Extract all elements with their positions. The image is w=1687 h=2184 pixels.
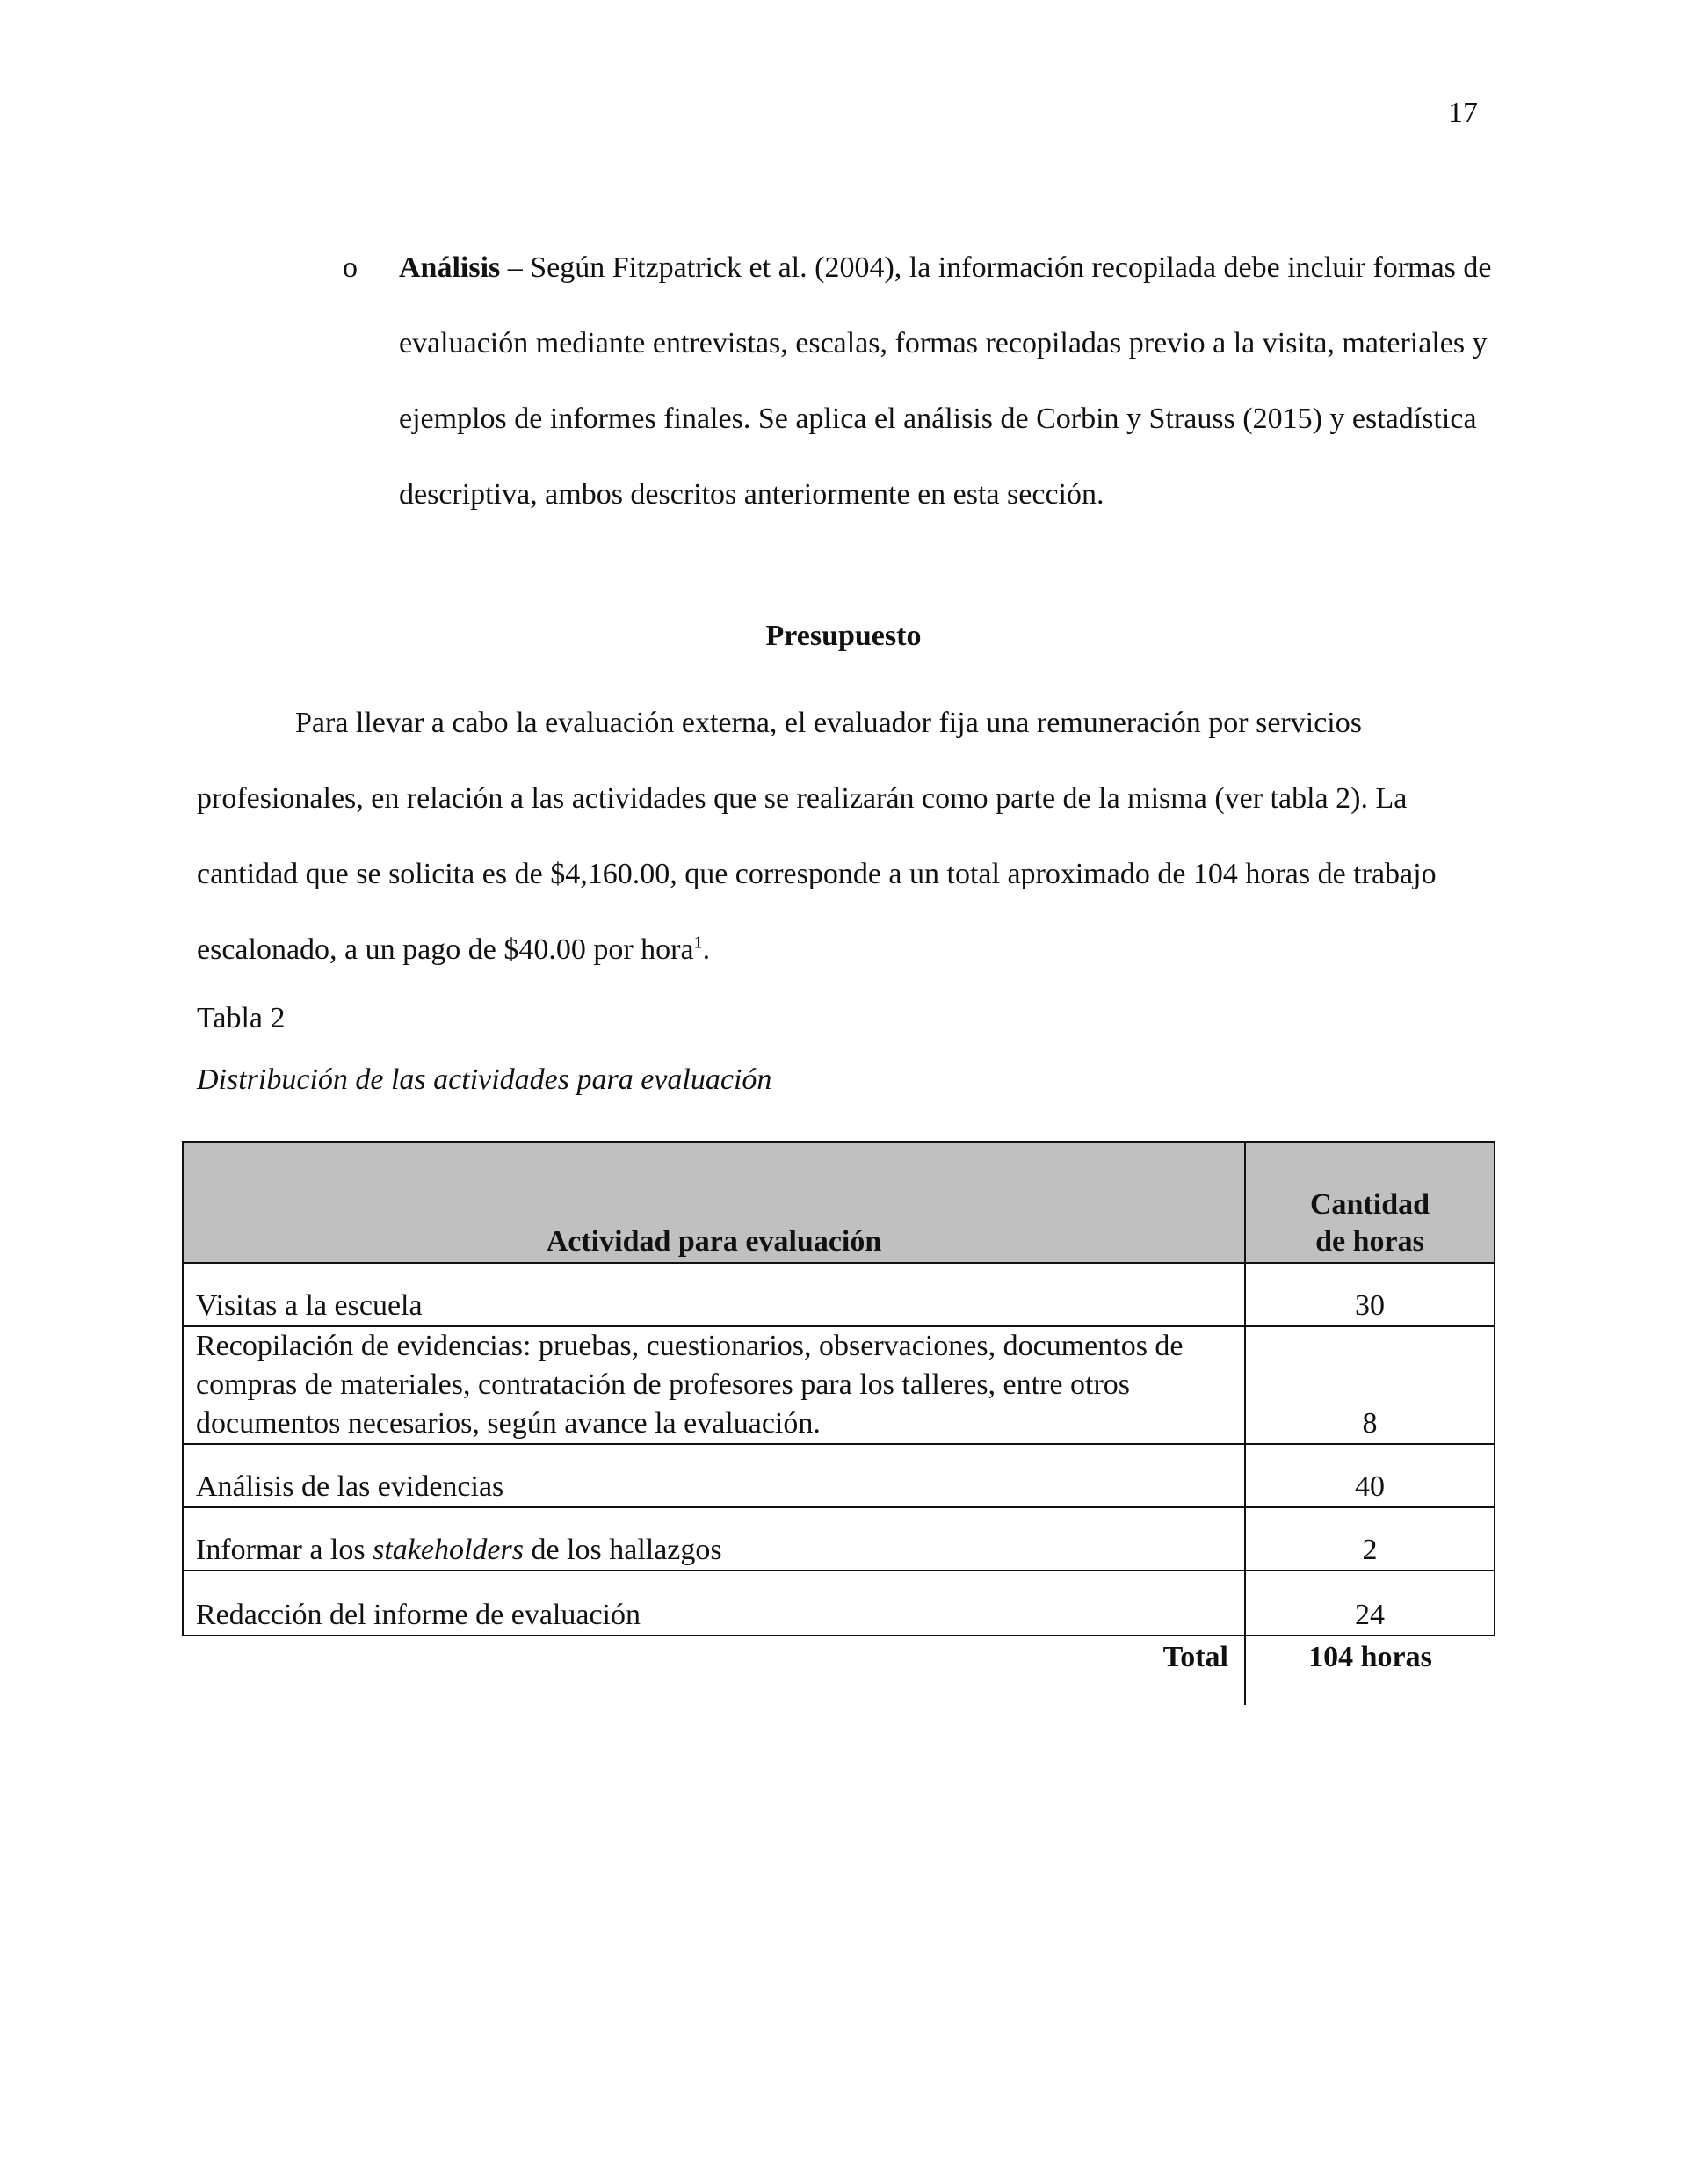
analysis-bullet [343, 230, 1502, 533]
paragraph-text: Para llevar a cabo la evaluación externa, el evaluador fija una remuneración por servicios profesionales, en relación a las actividades que se realizarán como parte de la misma (ver tabla 2). La cantidad que se solicita es de $4,160.00, que corresponde a un total aproximado de 104 horas de trabajo escalonado, a un pago de $40.00 por hora [197, 707, 1437, 966]
row-activity [183, 1507, 1245, 1571]
paragraph-end: . [702, 933, 711, 966]
bullet-body: – Según Fitzpatrick et al. (2004), la información recopilada debe incluir formas de evaluación mediante entrevistas, escalas, formas recopiladas previo a la visita, materiales y ejemplos de informes finales. Se aplica el análisis de Corbin y Strauss (2015) y estadística descriptiva, ambos descritos anteriormente en esta sección. [399, 251, 1492, 511]
header-hours-line2: de horas [1315, 1225, 1424, 1258]
row-activity-post: de los hallazgos [523, 1534, 722, 1566]
row-activity: Análisis de las evidencias [183, 1444, 1245, 1507]
total-label: Total [183, 1636, 1245, 1705]
bullet-text [399, 230, 1497, 533]
table-row [183, 1444, 1495, 1507]
table-label: Tabla 2 [197, 1002, 286, 1034]
table-header-row [183, 1142, 1495, 1263]
header-hours [1245, 1142, 1495, 1263]
activities-table [182, 1141, 1495, 1705]
row-activity: Redacción del informe de evaluación [183, 1571, 1245, 1636]
footnote-ref: 1 [693, 932, 703, 953]
table-row [183, 1263, 1495, 1326]
table-caption: Distribución de las actividades para evaluación [197, 1063, 772, 1096]
row-hours: 2 [1245, 1507, 1495, 1571]
table-row [183, 1507, 1495, 1571]
table-row [183, 1571, 1495, 1636]
page-number: 17 [1448, 97, 1478, 129]
row-hours: 24 [1245, 1571, 1495, 1636]
row-hours: 8 [1245, 1326, 1495, 1444]
bullet-marker: o [343, 251, 358, 284]
header-activity: Actividad para evaluación [183, 1142, 1245, 1263]
row-activity: Visitas a la escuela [183, 1263, 1245, 1326]
row-hours: 40 [1245, 1444, 1495, 1507]
table-total-row [183, 1636, 1495, 1705]
row-activity-pre: Informar a los [196, 1534, 373, 1566]
row-activity-em: stakeholders [373, 1534, 524, 1566]
section-title: Presupuesto [765, 620, 922, 652]
row-activity: Recopilación de evidencias: pruebas, cuestionarios, observaciones, documentos de compras de materiales, contratación de profesores para los talleres, entre otros documentos necesarios, según avance la evaluación. [183, 1326, 1245, 1444]
bullet-term: Análisis [399, 251, 501, 284]
budget-paragraph [197, 686, 1490, 988]
row-hours: 30 [1245, 1263, 1495, 1326]
table-row [183, 1326, 1495, 1444]
header-hours-line1: Cantidad [1309, 1188, 1430, 1221]
total-value: 104 horas [1245, 1636, 1495, 1705]
